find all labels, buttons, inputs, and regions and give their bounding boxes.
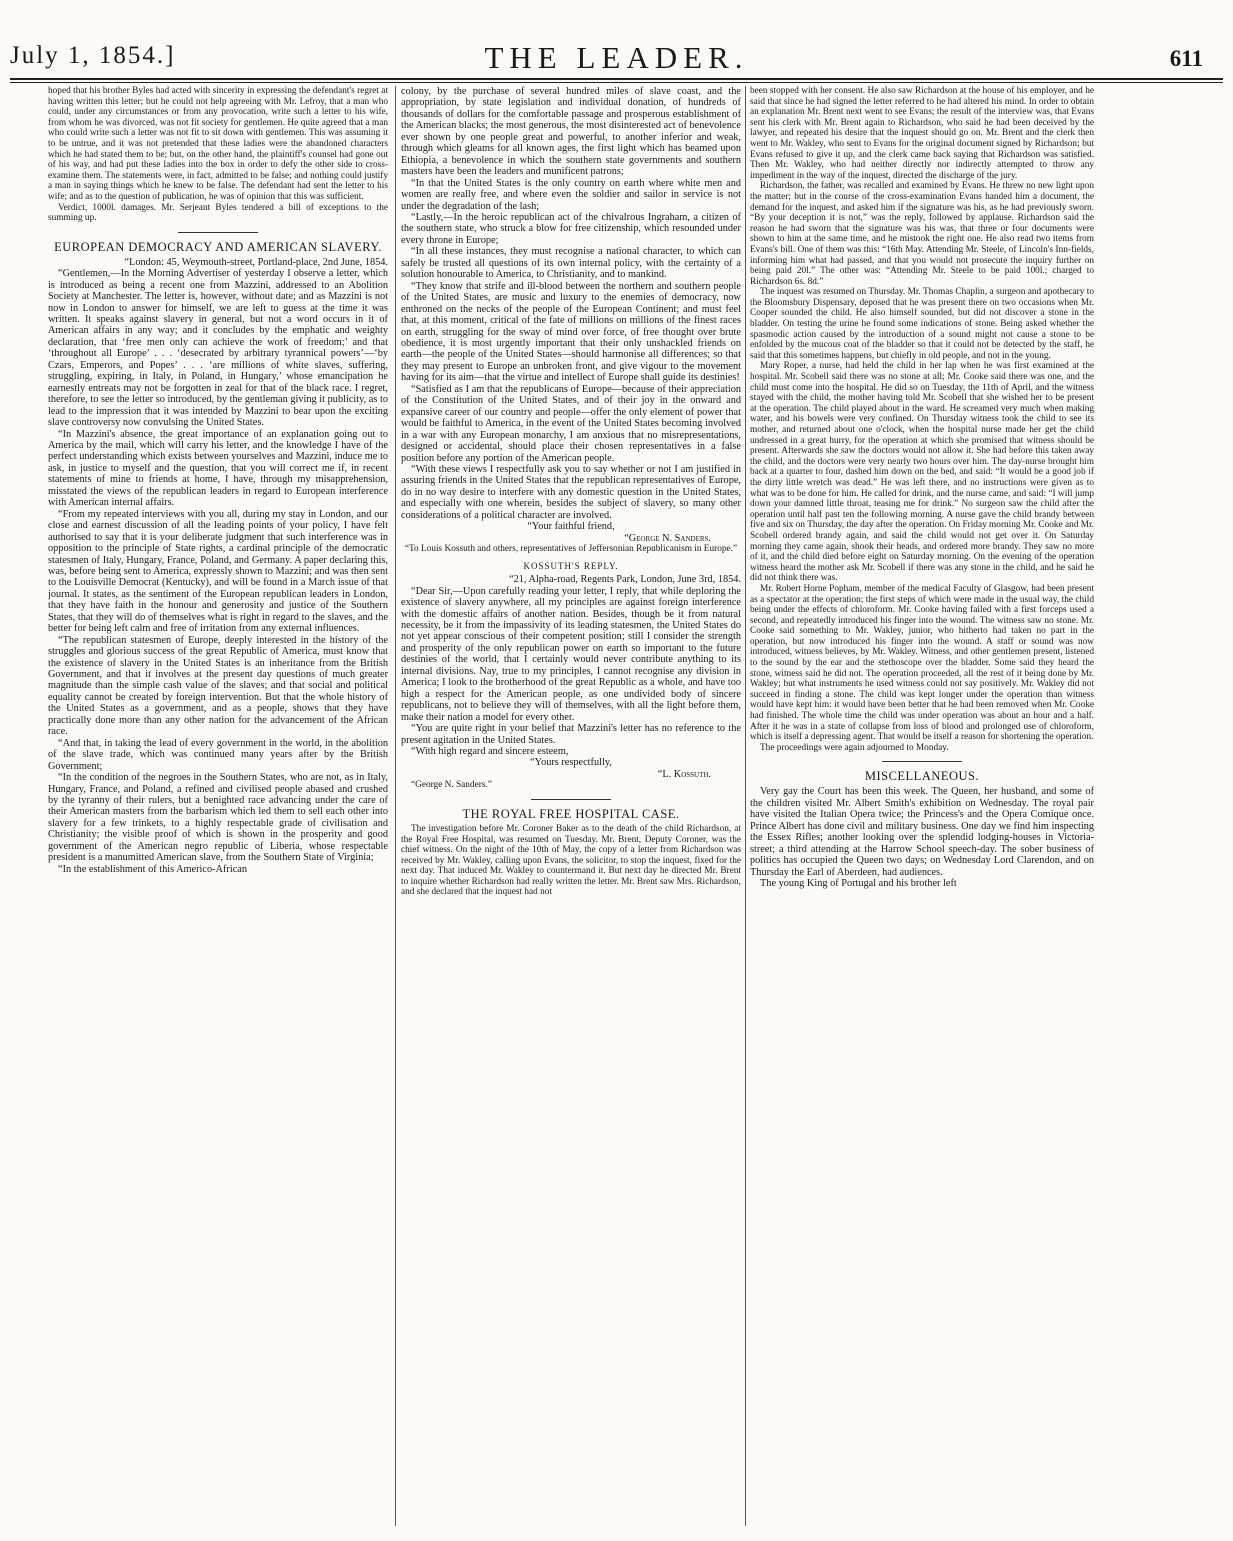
subsection-heading: KOSSUTH'S REPLY. bbox=[523, 560, 619, 571]
letter-addressee: “George N. Sanders.” bbox=[411, 780, 492, 791]
article-paragraph: “The republican statesmen of Europe, deeply interested in the history of the struggles and glorious success of the great Republic of America, must know that the existence of slavery in the United States is an inheritance from the British Government, and that it involves at the present day questions of much greater magnitude than the simple cash value of the slaves; and that social and political equality cannot be created by foreign intervention. But that the whole history of the United States as a government, and as a people, shows that they have practically done more than any other nation for the advancement of the African race. bbox=[48, 634, 388, 738]
article-paragraph: The young King of Portugal and his brother left bbox=[760, 878, 957, 890]
letter-addressee: “To Louis Kossuth and others, representatives of Jeffersonian Republicanism in Europe.” bbox=[404, 544, 738, 555]
section-heading: EUROPEAN DEMOCRACY AND AMERICAN SLAVERY. bbox=[54, 239, 382, 254]
article-paragraph: The inquest was resumed on Thursday. Mr. Thomas Chaplin, a surgeon and apothecary to the Bloomsbury Dispensary, deposed that he was present there on two occasions when Mr. Cooper sounded the child. He also himself sounded, but did not discover a stone in the bladder. On testing the urine he found some indications of stone. Being asked whether the spasmodic action caused by the introduction of a sound might not cause a stone to be enfolded by the mucous coat of the bladder so that it could not be detected by the staff, he said that this sometimes happens, but chiefly in old people, and not in the young. bbox=[750, 287, 1094, 361]
article-paragraph: Verdict, 1000l. damages. Mr. Serjeant Byles tendered a bill of exceptions to the summing up. bbox=[48, 202, 388, 224]
masthead-rule bbox=[10, 78, 1223, 80]
article-paragraph: The investigation before Mr. Coroner Baker as to the death of the child Richardson, at the Royal Free Hospital, was resumed on Tuesday. Mr. Brent, Deputy Coroner, was the chief witness. On the night of the 10th of May, the copy of a letter from Richardson was received by Mr. Wakley, calling upon Evans, the solicitor, to stop the inquest, fixed for the next day. That induced Mr. Wakley to countermand it. But next day he directed Mr. Brent to inquire whether Richardson had really written the letter. Mr. Brent saw Mrs. Richardson, and she declared that the inquest had not bbox=[401, 823, 741, 898]
letter-closing: “Yours respectfully, bbox=[530, 757, 612, 769]
article-paragraph: Mary Roper, a nurse, had held the child in her lap when he was first examined at the hospital. Mr. Scobell said there was no stone at all; Mr. Cooke said there was one, and the child must come into the hospital. He did so on Tuesday, the 11th of April, and the witness stayed with the child, the mother having told Mr. Scobell that she wished her to be present at the operation. The child played about in the ward. He screamed very much when making water, and his bowels were very confined. On Thursday witness took the child to see its mother, and returned about one o'clock, when the hospital nurse made her get the child undressed in a great hurry, for the operation at which she promised that witness should be present. Afterwards she saw the doctors would not allow it. She had before this taken away the child, and the doctors were very nearly two hours over him. The day-nurse brought him back at a quarter to four, dashed him down on the bed, and said: “It would be a good job if the dirty little wretch was dead.” He was left there, and no instructions were given as to what was to be done for him. He called for drink, and the nurse came, and said: “I will jump down your damned little throat, teasing me for drink.” No surgeon saw the child after the operation until half past ten the following morning. A nurse gave the child brandy between five and six on Thursday, the day after the operation. On Friday morning Mr. Cooke and Mr. Scobell ordered brandy again, and said the child would not get over it. On Saturday morning they came again, shook their heads, and ordered more brandy. They saw no more of it, and the child died before eight on Saturday morning. On the evening of the operation witness heard the mother ask Mr. Scobell if there was any stone in the child, and he said he did not think there was. bbox=[750, 361, 1094, 584]
column-divider bbox=[395, 86, 396, 1526]
column-divider bbox=[745, 86, 746, 1526]
article-paragraph: “Satisfied as I am that the republicans of Europe—because of their appreciation of the Constitution of the United States, and of their joy in the onward and expansive career of our country and people—offer the only element of power that would be faithful to America, in the event of the United States becoming involved in a war with any European monarchy, I am anxious that no misrepresentations, designed or accidental, should place their chosen representatives in a false position before any portion of the American people. bbox=[401, 383, 741, 464]
column-3 bbox=[750, 86, 1094, 1526]
article-paragraph: “In the condition of the negroes in the Southern States, who are not, as in Italy, Hungary, France, and Poland, a refined and civilised people abased and crushed by the tyranny of their rulers, but a benighted race advancing under the care of their American masters from the barbarism which led them to sell each other into slavery for a few trinkets, to a highly respectable grade of civilisation and Christianity; the visible proof of which is shown in the prosperity and good government of the American negro republic of Liberia, whose respectable president is a manumitted American slave, from the Southern State of Virginia; bbox=[48, 772, 388, 864]
letter-closing: “Your faithful friend, bbox=[527, 521, 615, 533]
article-paragraph: Very gay the Court has been this week. The Queen, her husband, and some of the children visited Mr. Albert Smith's exhibition on Wednesday. The royal pair have visited the Italian Opera twice; the Princess's and the Opera Comique once. Prince Albert has done civil and military business. One day we find him inspecting the Essex Rifles; another looking over the splendid lodging-houses in Victoria-street; a third attending at the Harrow School speech-day. The sober business of politics has occupied the Queen two days; on Wednesday Lord Clarendon, and on Thursday the Earl of Aberdeen, had audiences. bbox=[750, 786, 1094, 878]
article-paragraph: “Dear Sir,—Upon carefully reading your letter, I reply, that while deploring the existence of slavery anywhere, all my principles are against foreign interference with the domestic affairs of another nation. Besides, though be it from natural necessity, be it from the impassivity of its leading statesmen, the United States do not yet appear conscious of their competent position; still I consider the strength and prosperity of the only republican power on earth so important to the future destinies of the world, that I certainly would never contribute anything to its internal divisions. Nay, true to my principles, I cannot recognise any division in America; I look to the brotherhood of the great Republic as a whole, and have too high a respect for the American people, as one undivided body of sincere republicans, not to believe they will of themselves, with all the light before them, make their nation a model for every other. bbox=[401, 585, 741, 723]
issue-date: July 1, 1854.] bbox=[10, 42, 176, 69]
section-heading: THE ROYAL FREE HOSPITAL CASE. bbox=[462, 806, 680, 821]
article-paragraph: “Gentlemen,—In the Morning Advertiser of yesterday I observe a letter, which is introduced as being a recent one from Mazzini, addressed to an Abolition Society at Manchester. The letter is, however, without date; and as Mazzini is not now in London to answer for himself, we are left to guess at the time it was written. It speaks against slavery in general, but not a word occurs in it of American affairs in any way; and it concludes by the emphatic and weighty declaration, that ‘free men only can achieve the work of freedom;’ and that ‘throughout all Europe’ . . . ‘desecrated by arbitrary tyrannical powers’—‘by Czars, Emperors, and Popes’ . . . ‘are millions of white slaves, suffering, struggling, expiring, in Italy, in Poland, in Hungary,’ whose emancipation he earnestly entreats may not be forgotten in zeal for that of the black race. I regret, therefore, to see the letter so introduced, by the gentleman giving it publicity, as to lead to the impression that it was intended by Mazzini to bear upon the exciting slave controversy now convulsing the United States. bbox=[48, 268, 388, 429]
masthead-rule-thin bbox=[10, 82, 1223, 83]
article-paragraph: Mr. Robert Horne Popham, member of the medical Faculty of Glasgow, had been present as a spectator at the operation; the first steps of which were made in the usual way, the child being under the effects of chloroform. Mr. Cooke having failed with a first forceps used a second, and repeatedly introduced his finger into the wound. The witness saw no stone. Mr. Cooke said something to Mr. Wakley, junior, who hitherto had taken no part in the operation, but now introduced his finger into the wound. A staff or sound was now introduced, witness believes, by Mr. Wakley. Witness, and other gentlemen present, listened to the sound by the ear and the stethoscope over the bladder. Some said they heard the stone, witness said he did not. The operation proceeded, all the rest of it being done by Mr. Wakley; but what instruments he used witness could not say positively. Mr. Wakley did not succeed in finding a stone. The child was kept longer under the operation than witness would have kept him: it would have been better that he had been removed when Mr. Cooke had finished. The whole time the child was under operation was about an hour and a half. After it he was in a state of collapse from loss of blood and prolonged use of chloroform, which is itself a depressing agent. That would be itself a reason for shortening the operation. bbox=[750, 583, 1094, 743]
article-paragraph: “They know that strife and ill-blood between the northern and southern people of the United States, are music and luxury to the enemies of democracy, now enthroned on the necks of the people of the European Continent; and must feel that, at this moment, critical of the fate of millions on millions of the finest races on earth, struggling for the sway of mind over force, of free thought over brute obedience, it is most urgently important that their only unshackled friends on earth—the people of the United States—should harmonise all differences; so that they may present to Europe an unbroken front, and give vigour to the movement having for its aim—that the virtue and intellect of Europe shall guide its destinies! bbox=[401, 280, 741, 384]
article-paragraph: been stopped with her consent. He also saw Richardson at the house of his employer, and he said that since he had signed the letter referred to he had altered his mind. In order to obtain an explanation Mr. Brent next went to see Evans; the result of the interview was, that Evans sent his clerk with Mr. Brent again to Richardson, who said he had been deceived by the lawyer, and repeated his desire that the inquest should go on. Mr. Brent and the clerk then went to Mr. Wakley, who sent to Evans for the original document signed by Richardson; but Evans refused to give it up, and the clerk came back saying that Richardson was satisfied. Then Mr. Wakley, who had neither directly nor indirectly attempted to throw any impediment in the way of the inquest, directed the discharge of the jury. bbox=[750, 86, 1094, 181]
article-paragraph: The proceedings were again adjourned to Monday. bbox=[760, 742, 949, 753]
section-divider bbox=[882, 761, 962, 762]
article-paragraph: hoped that his brother Byles had acted with sincerity in expressing the defendant's regret at having written this letter; but he could not help agreeing with Mr. Lefroy, that a man who could, under any circumstances or from any provocation, write such a letter to his wife, from whom he was divorced, was not fit society for gentlemen. He quite agreed that a man who could write such a letter was not fit to sit down with gentlemen. This was assuming it to be untrue, and it was not pretended that these ladies were the abandoned characters which he had stated them to be; but, on the other hand, the plaintiff's counsel had gone out of his way, and had put these ladies into the box in order to defy the other side to cross-examine them. The statements were, in fact, admitted to be false; and nothing could justify a man in saying things which he knew to be false. The defendant had sent the letter to his wife; and as to the question of publication, he was of opinion that this was sufficient. bbox=[48, 86, 388, 202]
article-paragraph: “You are quite right in your belief that Mazzini's letter has no reference to the present agitation in the United States. bbox=[401, 723, 741, 746]
section-divider bbox=[178, 232, 258, 233]
article-paragraph: “With high regard and sincere esteem, bbox=[411, 745, 569, 757]
column-1 bbox=[48, 86, 388, 1526]
article-paragraph: “Lastly,—In the heroic republican act of the chivalrous Ingraham, a citizen of the southern state, who struck a blow for free citizenship, which resounded under every throne in Europe; bbox=[401, 211, 741, 246]
letter-signature: “L. Kossuth. bbox=[657, 768, 711, 780]
masthead bbox=[10, 40, 1223, 80]
letter-address: “London: 45, Weymouth-street, Portland-place, 2nd June, 1854. bbox=[124, 256, 388, 268]
section-divider bbox=[531, 799, 611, 800]
letter-signature: “George N. Sanders. bbox=[624, 532, 711, 544]
letter-address: “21, Alpha-road, Regents Park, London, June 3rd, 1854. bbox=[509, 574, 741, 586]
article-paragraph: Richardson, the father, was recalled and examined by Evans. He threw no new light upon the matter; but in the course of the cross-examination Evans handed him a document, the demand for the inquest, and asked him if the signature was his, as he had previously sworn. “By your deception it is not,” was the reply, followed by applause. Richardson said the reason he had sworn that the signature was his was, that three or four documents were shown to him at the same time, and he mistook the right one. He also read two items from Evans's bill. One of them was this: “16th May. Attending Mr. Steele, of Lincoln's Inn-fields, informing him what had passed, and that you would not prosecute the inquiry further on being paid 20l.” The other was: “Attending Mr. Steele to be paid 100l.; charged to Richardson 6s. 8d.” bbox=[750, 181, 1094, 287]
article-paragraph: “And that, in taking the lead of every government in the world, in the abolition of the slave trade, which was continued many years after by the British Government; bbox=[48, 737, 388, 772]
page-number: 611 bbox=[1169, 46, 1203, 71]
article-paragraph: “In Mazzini's absence, the great importance of an explanation going out to America by the mail, which will carry his letter, and the knowledge I have of the perfect understanding which exists between yourselves and Mazzini, induce me to ask, in justice to myself and the question, that you will correct me if, in recent statements of mine to friends at home, I have, through my misapprehension, misstated the views of the republican leaders in regard to European interference with American internal affairs. bbox=[48, 428, 388, 509]
article-paragraph: “In all these instances, they must recognise a national character, to which can safely be trusted all questions of its own internal policy, with the certainty of a solution honourable to America, to Christianity, and to mankind. bbox=[401, 246, 741, 281]
article-paragraph: “In the establishment of this Americo-African bbox=[58, 863, 248, 875]
column-2 bbox=[401, 86, 741, 1526]
article-paragraph: “From my repeated interviews with you all, during my stay in London, and our close and earnest discussion of all the leading points of your policy, I have felt authorised to say that it is your deliberate judgment that such interference was in opposition to the principle of State rights, a cardinal principle of the democratic statesmen of Italy, Hungary, France, Poland, and Germany. A paper declaring this, was, before being sent to America, expressly shown to Mazzini; and was then sent to the Louisville Democrat (Kentucky), and will be found in a March issue of that journal. It states, as the sentiment of the European republican leaders in London, that they have faith in the honour and generosity and justice of the Southern States, that they will do of themselves what is right in regard to the slaves, and the better for being left calm and free of irritation from any external influences. bbox=[48, 508, 388, 635]
article-paragraph: “With these views I respectfully ask you to say whether or not I am justified in assuring friends in the United States that the republican representatives of Europe, do in no way desire to interfere with any domestic question in the United States, and especially with one wherein, besides the subject of slavery, so many other considerations of a political character are involved. bbox=[401, 463, 741, 521]
article-paragraph: “In that the United States is the only country on earth where white men and women are really free, and where even the soldier and sailor in service is not under the degradation of the lash; bbox=[401, 177, 741, 212]
section-heading: MISCELLANEOUS. bbox=[864, 769, 980, 784]
article-paragraph: colony, by the purchase of several hundred miles of slave coast, and the appropriation, by state legislation and individual donation, of hundreds of thousands of dollars for the comfortable passage and prosperous establishment of the American blacks; the most generous, the most disinterested act of benevolence ever shown by one people great and powerful, to another inferior and weak, through which gleams for all known ages, the first light which has beamed upon Ethiopia, a benevolence in which the southern state governments and southern masters have been the leaders and munificent patrons; bbox=[401, 86, 741, 178]
newspaper-title: THE LEADER. bbox=[484, 40, 749, 75]
